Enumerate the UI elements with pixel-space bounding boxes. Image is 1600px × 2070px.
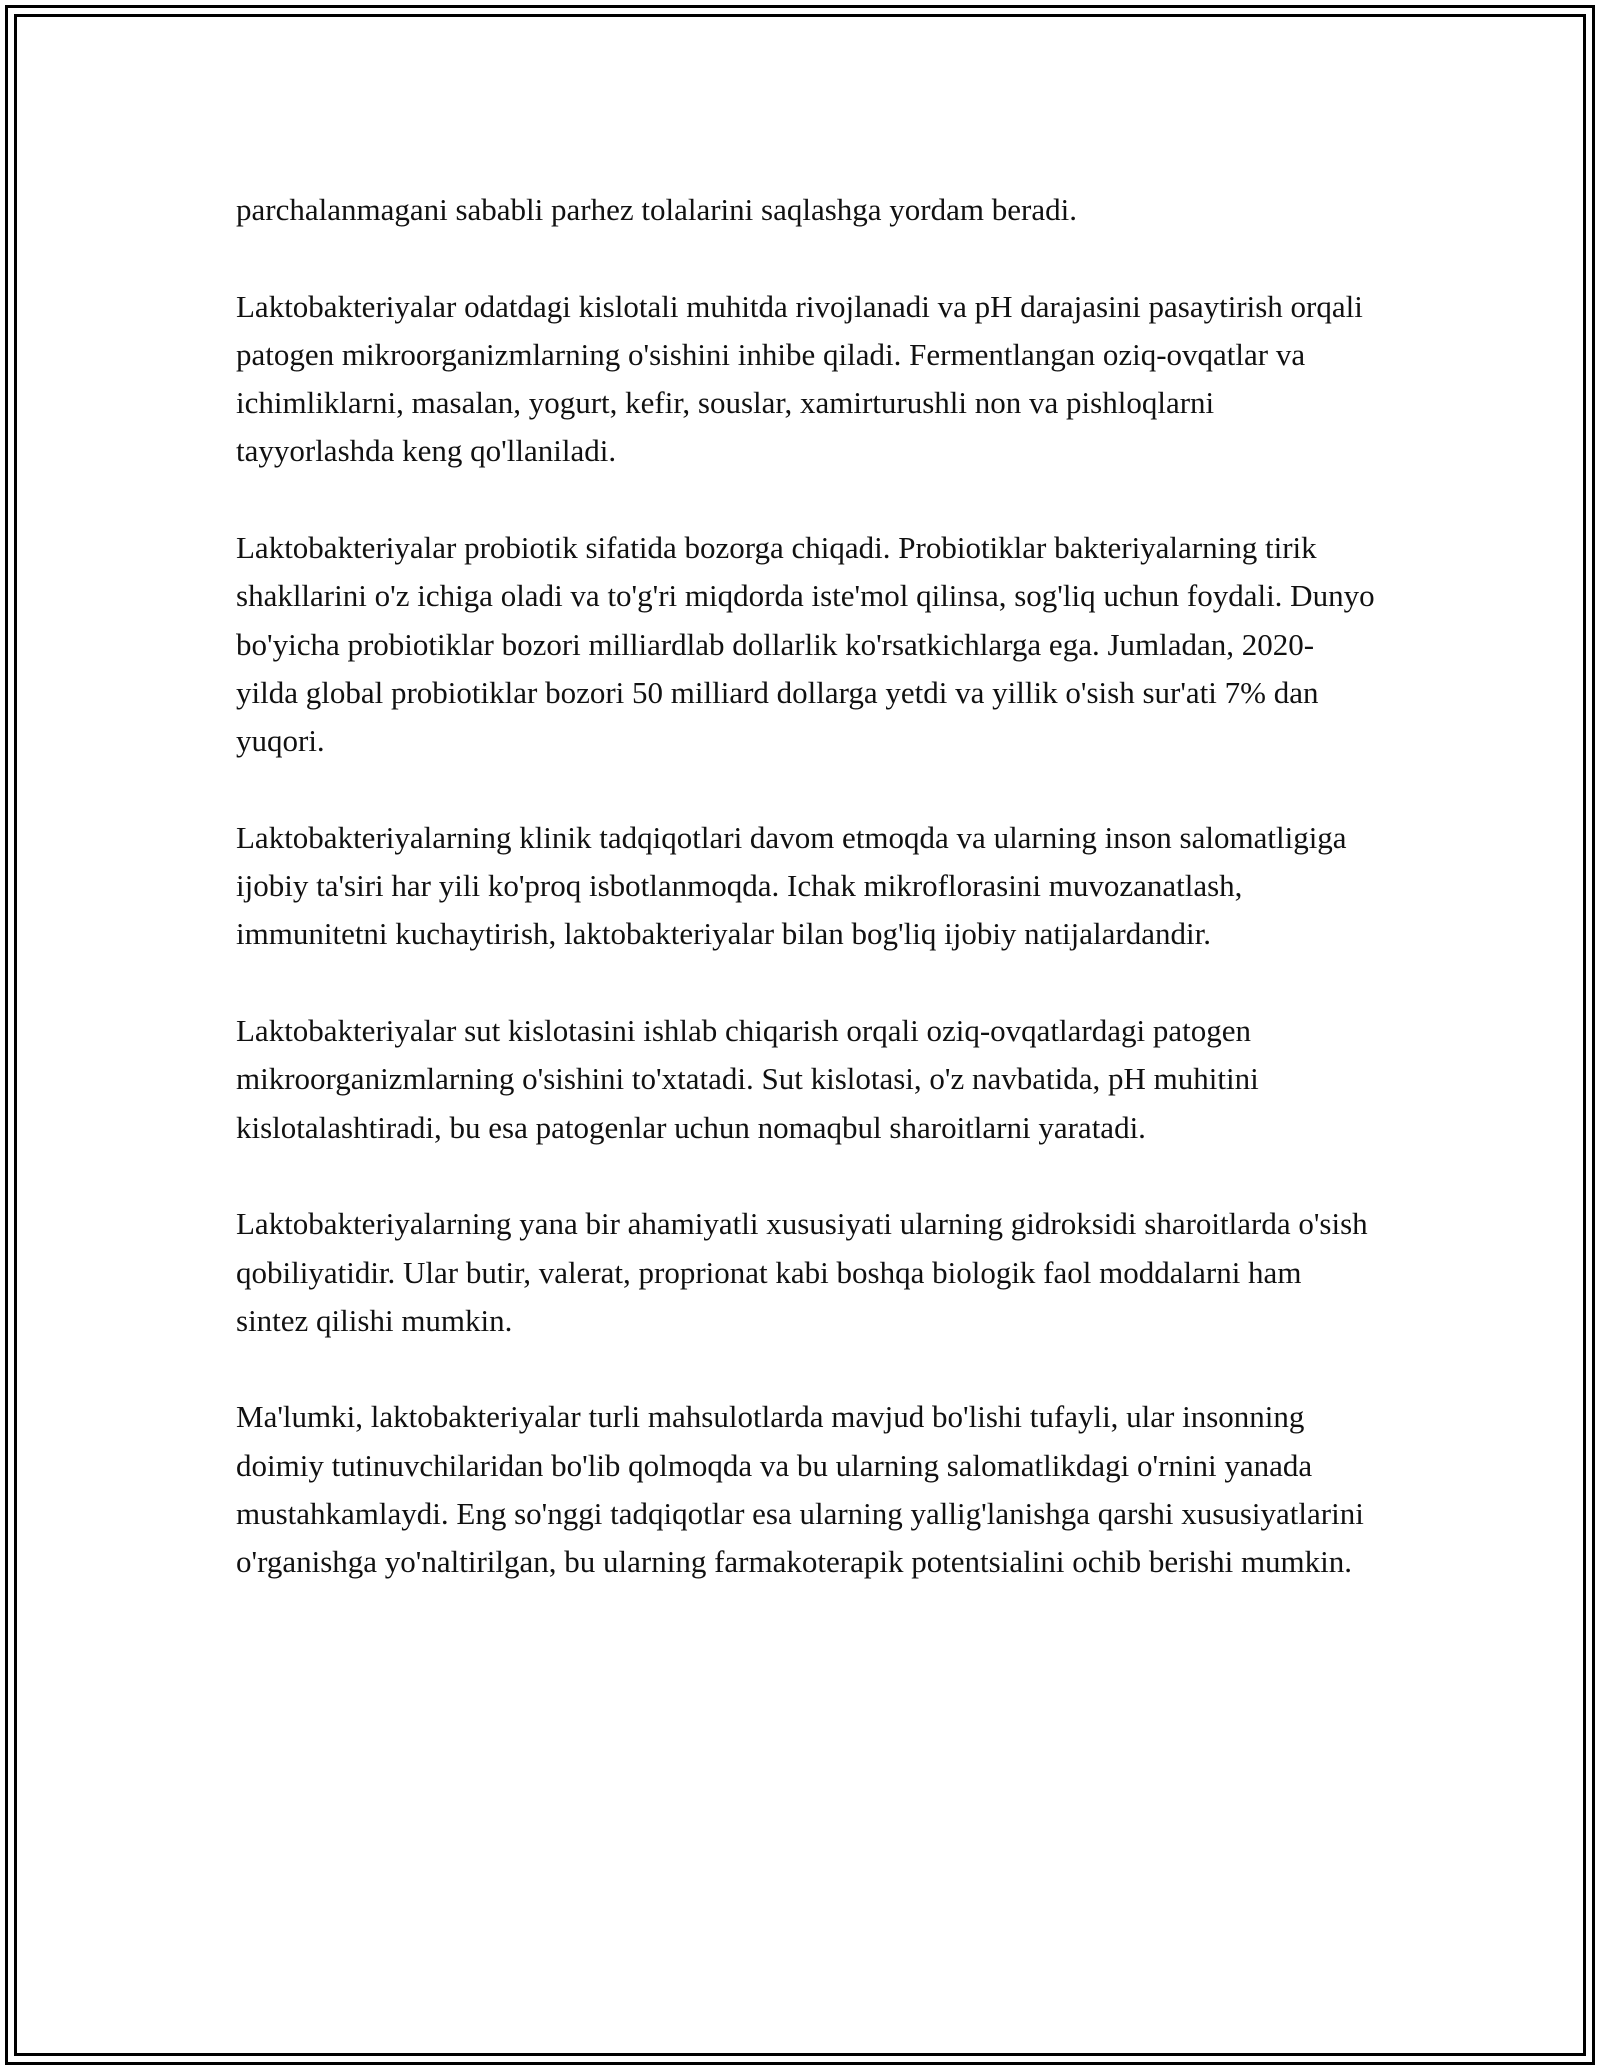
document-body [236,186,1376,1587]
paragraph: Laktobakteriyalar probiotik sifatida bozorga chiqadi. Probiotiklar bakteriyalarning tirik shakllarini o'z ichiga oladi va to'g'ri miqdorda iste'mol qilinsa, sog'liq uchun foydali. Dunyo bo'yicha probiotiklar bozori milliardlab dollarlik ko'rsatkichlarga ega. Jumladan, 2020-yilda global probiotiklar bozori 50 milliard dollarga yetdi va yillik o'sish sur'ati 7% dan yuqori. [236,530,1375,759]
paragraph: Ma'lumki, laktobakteriyalar turli mahsulotlarda mavjud bo'lishi tufayli, ular insonning doimiy tutinuvchilaridan bo'lib qolmoqda va bu ularning salomatlikdagi o'rnini yanada mustahkamlaydi. Eng so'nggi tadqiqotlar esa ularning yallig'lanishga qarshi xususiyatlarini o'rganishga yo'naltirilgan, bu ularning farmakoterapik potentsialini ochib berishi mumkin. [236,1399,1364,1580]
paragraph: Laktobakteriyalar sut kislotasini ishlab chiqarish orqali oziq-ovqatlardagi patogen mikroorganizmlarning o'sishini to'xtatadi. Sut kislotasi, o'z navbatida, pH muhitini kislotalashtiradi, bu esa patogenlar uchun nomaqbul sharoitlarni yaratadi. [236,1013,1259,1145]
paragraph: parchalanmagani sababli parhez tolalarini saqlashga yordam beradi. [236,192,1077,227]
paragraph: Laktobakteriyalarning klinik tadqiqotlari davom etmoqda va ularning inson salomatligiga ijobiy ta'siri har yili ko'proq isbotlanmoqda. Ichak mikroflorasini muvozanatlash, immunitetni kuchaytirish, laktobakteriyalar bilan bog'liq ijobiy natijalardandir. [236,819,1347,952]
paragraph: Laktobakteriyalarning yana bir ahamiyatli xususiyati ularning gidroksidi sharoitlarda o'sish qobiliyatidir. Ular butir, valerat, proprionat kabi boshqa biologik faol moddalarni ham sintez qilishi mumkin. [236,1206,1368,1338]
paragraph: Laktobakteriyalar odatdagi kislotali muhitda rivojlanadi va pH darajasini pasaytirish orqali patogen mikroorganizmlarning o'sishini inhibe qiladi. Fermentlangan oziq-ovqatlar va ichimliklarni, masalan, yogurt, kefir, souslar, xamirturushli non va pishloqlarni tayyorlashda keng qo'llaniladi. [236,288,1363,469]
